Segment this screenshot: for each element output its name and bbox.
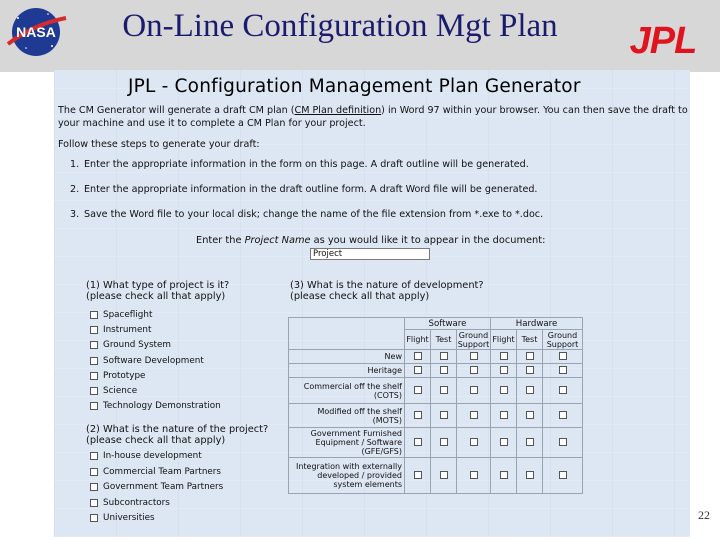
table-cell bbox=[457, 404, 491, 428]
group-header: Software bbox=[405, 318, 491, 330]
table-cell bbox=[543, 350, 583, 364]
project-name-input[interactable]: Project bbox=[310, 248, 430, 260]
table-cell bbox=[405, 458, 431, 494]
table-cell bbox=[517, 458, 543, 494]
title-line: (please check all that apply) bbox=[86, 435, 226, 446]
question-2-title bbox=[86, 424, 268, 446]
checkbox[interactable] bbox=[414, 411, 422, 419]
option-label: Science bbox=[103, 386, 138, 396]
row-label: Modified off the shelf (MOTS) bbox=[289, 404, 405, 428]
checkbox[interactable] bbox=[559, 411, 567, 419]
table-row bbox=[289, 364, 583, 378]
checkbox[interactable] bbox=[414, 352, 422, 360]
checkbox[interactable] bbox=[414, 366, 422, 374]
project-type-option[interactable] bbox=[90, 324, 151, 336]
nasa-logo-text: NASA bbox=[16, 24, 56, 40]
label-emphasis: Project Name bbox=[244, 235, 311, 246]
table-cell bbox=[517, 378, 543, 404]
table-cell bbox=[431, 428, 457, 458]
row-label: Heritage bbox=[289, 364, 405, 378]
table-row bbox=[289, 458, 583, 494]
option-label: Software Development bbox=[103, 355, 204, 366]
table-cell bbox=[543, 404, 583, 428]
checkbox[interactable] bbox=[440, 352, 448, 360]
table-cell bbox=[431, 404, 457, 428]
project-nature-option[interactable] bbox=[90, 512, 155, 524]
project-type-option[interactable] bbox=[90, 400, 221, 412]
checkbox[interactable] bbox=[440, 471, 448, 479]
checkbox[interactable] bbox=[500, 366, 508, 374]
checkbox[interactable] bbox=[526, 366, 534, 374]
cm-plan-definition-link[interactable]: CM Plan definition bbox=[294, 105, 382, 116]
step-1 bbox=[70, 159, 529, 170]
table-cell bbox=[491, 404, 517, 428]
option-label: Subcontractors bbox=[103, 497, 170, 508]
title-line: (1) What type of project is it? bbox=[86, 280, 230, 291]
checkbox[interactable] bbox=[90, 452, 98, 460]
checkbox[interactable] bbox=[559, 352, 567, 360]
label-part: as you would like it to appear in the document: bbox=[310, 235, 546, 246]
table-corner-cell bbox=[289, 318, 405, 350]
question-3-title bbox=[290, 280, 484, 302]
checkbox[interactable] bbox=[559, 438, 567, 446]
table-cell bbox=[491, 364, 517, 378]
project-name-label bbox=[196, 235, 545, 246]
option-label: Spaceflight bbox=[103, 310, 153, 320]
table-cell bbox=[457, 428, 491, 458]
intro-text bbox=[58, 104, 688, 130]
intro-text-start: The CM Generator will generate a draft CM plan ( bbox=[58, 105, 295, 116]
step-number: 1. bbox=[70, 159, 80, 170]
step-text: Enter the appropriate information in the draft outline form. A draft Word file will be generated. bbox=[84, 184, 538, 195]
project-nature-option[interactable] bbox=[90, 450, 202, 462]
table-cell bbox=[457, 364, 491, 378]
column-header: Flight bbox=[405, 330, 431, 350]
slide-header bbox=[0, 0, 720, 72]
option-label: Government Team Partners bbox=[103, 482, 224, 492]
jpl-logo-text: JPL bbox=[629, 20, 697, 58]
checkbox[interactable] bbox=[90, 357, 98, 365]
row-label: Integration with externally developed / provided system elements bbox=[289, 458, 405, 494]
page-heading: JPL - Configuration Management Plan Generator bbox=[128, 76, 581, 97]
checkbox[interactable] bbox=[90, 483, 98, 491]
checkbox[interactable] bbox=[470, 411, 478, 419]
step-text: Enter the appropriate information in the form on this page. A draft outline will be generated. bbox=[84, 159, 529, 170]
table-cell bbox=[431, 378, 457, 404]
option-label: Instrument bbox=[103, 325, 152, 336]
checkbox[interactable] bbox=[526, 386, 534, 394]
table-row bbox=[289, 350, 583, 364]
screenshot-panel bbox=[54, 70, 690, 537]
table-cell bbox=[457, 378, 491, 404]
table-cell bbox=[405, 404, 431, 428]
option-label: In-house development bbox=[103, 451, 202, 461]
checkbox[interactable] bbox=[440, 438, 448, 446]
label-part: Enter the bbox=[196, 235, 245, 246]
checkbox[interactable] bbox=[500, 386, 508, 394]
page-number: 22 bbox=[698, 508, 710, 522]
option-label: Commercial Team Partners bbox=[103, 466, 222, 477]
checkbox[interactable] bbox=[90, 311, 98, 319]
column-header: Test bbox=[431, 330, 457, 350]
checkbox[interactable] bbox=[440, 366, 448, 374]
steps-lead: Follow these steps to generate your draft: bbox=[58, 139, 260, 150]
project-type-option[interactable] bbox=[90, 355, 204, 367]
table-row bbox=[289, 378, 583, 404]
checkbox[interactable] bbox=[470, 352, 478, 360]
checkbox[interactable] bbox=[470, 438, 478, 446]
checkbox[interactable] bbox=[500, 411, 508, 419]
title-line: (please check all that apply) bbox=[290, 291, 430, 302]
project-type-option[interactable] bbox=[90, 385, 137, 397]
step-2 bbox=[70, 184, 537, 195]
table-cell bbox=[543, 364, 583, 378]
checkbox[interactable] bbox=[526, 438, 534, 446]
table-cell bbox=[405, 364, 431, 378]
checkbox[interactable] bbox=[470, 386, 478, 394]
title-line: (please check all that apply) bbox=[86, 291, 226, 302]
checkbox[interactable] bbox=[500, 352, 508, 360]
column-header: Flight bbox=[491, 330, 517, 350]
title-line: (3) What is the nature of development? bbox=[290, 280, 484, 291]
table-cell bbox=[405, 350, 431, 364]
checkbox[interactable] bbox=[90, 372, 98, 380]
table-cell bbox=[517, 404, 543, 428]
checkbox[interactable] bbox=[500, 438, 508, 446]
project-nature-option[interactable] bbox=[90, 481, 223, 493]
table-cell bbox=[517, 350, 543, 364]
table-cell bbox=[405, 378, 431, 404]
checkbox[interactable] bbox=[559, 386, 567, 394]
table-group-header-row bbox=[289, 318, 583, 330]
group-header: Hardware bbox=[491, 318, 583, 330]
table-row bbox=[289, 428, 583, 458]
jpl-logo bbox=[610, 20, 716, 58]
option-label: Technology Demonstration bbox=[103, 401, 221, 412]
checkbox[interactable] bbox=[559, 471, 567, 479]
row-label: New bbox=[289, 350, 405, 364]
table-row bbox=[289, 404, 583, 428]
checkbox[interactable] bbox=[440, 386, 448, 394]
table-cell bbox=[491, 458, 517, 494]
development-nature-table bbox=[288, 317, 583, 494]
checkbox[interactable] bbox=[526, 471, 534, 479]
table-cell bbox=[457, 350, 491, 364]
table-cell bbox=[543, 458, 583, 494]
checkbox[interactable] bbox=[470, 471, 478, 479]
checkbox[interactable] bbox=[526, 411, 534, 419]
checkbox[interactable] bbox=[90, 514, 98, 522]
step-number: 3. bbox=[70, 209, 80, 220]
table-cell bbox=[431, 350, 457, 364]
project-type-option[interactable] bbox=[90, 339, 171, 351]
column-header: Ground Support bbox=[543, 330, 583, 350]
table-cell bbox=[543, 428, 583, 458]
table-cell bbox=[491, 428, 517, 458]
step-text: Save the Word file to your local disk; change the name of the file extension from *.exe to *.doc. bbox=[84, 209, 544, 220]
checkbox[interactable] bbox=[470, 366, 478, 374]
table-cell bbox=[491, 350, 517, 364]
table-cell bbox=[517, 428, 543, 458]
checkbox[interactable] bbox=[90, 387, 98, 395]
row-label: Commercial off the shelf (COTS) bbox=[289, 378, 405, 404]
checkbox[interactable] bbox=[90, 326, 98, 334]
row-label: Government Furnished Equipment / Software (GFE/GFS) bbox=[289, 428, 405, 458]
checkbox[interactable] bbox=[500, 471, 508, 479]
project-nature-option[interactable] bbox=[90, 466, 221, 478]
title-line: (2) What is the nature of the project? bbox=[86, 424, 269, 435]
checkbox[interactable] bbox=[90, 402, 98, 410]
column-header: Ground Support bbox=[457, 330, 490, 349]
checkbox[interactable] bbox=[440, 411, 448, 419]
step-number: 2. bbox=[70, 184, 80, 195]
option-label: Ground System bbox=[103, 340, 171, 351]
checkbox[interactable] bbox=[414, 386, 422, 394]
nasa-logo bbox=[4, 6, 68, 58]
step-3 bbox=[70, 209, 543, 220]
table-cell bbox=[517, 364, 543, 378]
checkbox[interactable] bbox=[90, 341, 98, 349]
option-label: Prototype bbox=[103, 370, 146, 381]
table-cell bbox=[405, 428, 431, 458]
table-cell bbox=[431, 364, 457, 378]
checkbox[interactable] bbox=[414, 471, 422, 479]
table-cell bbox=[491, 378, 517, 404]
checkbox[interactable] bbox=[559, 366, 567, 374]
table-cell bbox=[457, 458, 491, 494]
intro-text-end: ) in Word 97 within your browser. You can then save the draft to your machine and use it to complete a CM Plan for your project. bbox=[58, 105, 688, 129]
checkbox[interactable] bbox=[526, 352, 534, 360]
project-type-option[interactable] bbox=[90, 370, 145, 382]
question-1-title bbox=[86, 280, 229, 302]
checkbox[interactable] bbox=[90, 468, 98, 476]
table-cell bbox=[431, 458, 457, 494]
table-cell bbox=[543, 378, 583, 404]
project-nature-option[interactable] bbox=[90, 497, 170, 509]
option-label: Universities bbox=[103, 513, 155, 523]
project-type-option[interactable] bbox=[90, 309, 152, 321]
checkbox[interactable] bbox=[90, 499, 98, 507]
checkbox[interactable] bbox=[414, 438, 422, 446]
column-header: Test bbox=[517, 330, 543, 350]
slide-title: On-Line Configuration Mgt Plan bbox=[122, 8, 558, 44]
